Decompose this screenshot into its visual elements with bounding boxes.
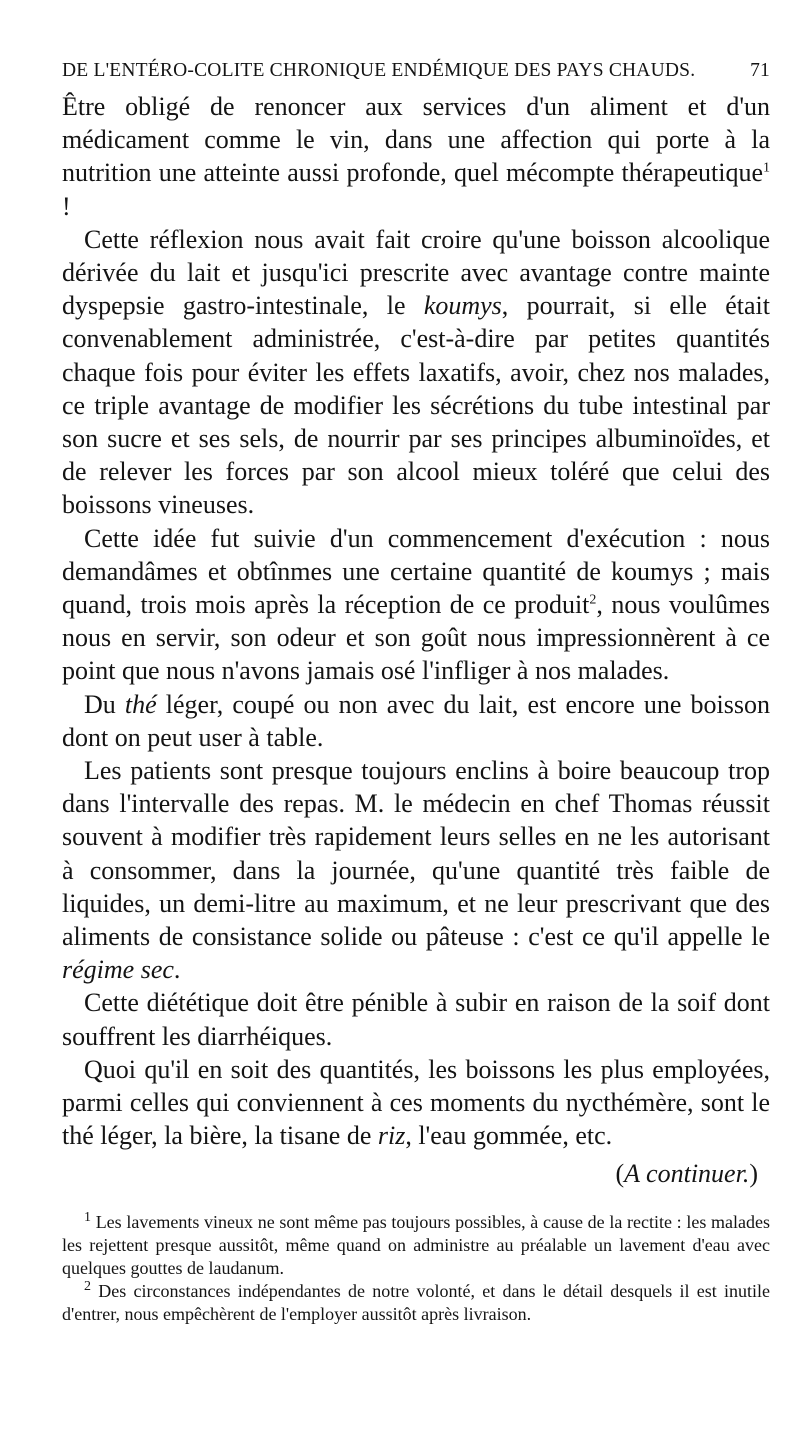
footnote: $^2$ Des circonstances indépendantes de notre volonté, et dans le détail desquels il est inutile d'entrer, nous empêchèrent de l'employer aussitôt après livraison. (62, 1278, 770, 1324)
paragraph: Les patients sont presque toujours enclins à boire beaucoup trop dans l'intervalle des repas. M. le médecin en chef Thomas réussit souvent à modifier très rapidement leurs selles en ne les autorisant à consommer, dans la journée, qu'une quantité très faible de liquides, un demi-litre au maximum, et ne leur prescrivant que des aliments de consistance solide ou pâteuse : c'est ce qu'il appelle le régime sec. (62, 756, 770, 985)
footnote-ref: 2 (589, 592, 597, 608)
italic-term: régime sec (62, 955, 174, 985)
paragraph: Cette diététique doit être pénible à subir en raison de la soif dont souffrent les diarrhéiques. (62, 988, 770, 1051)
italic-term: riz (377, 1121, 406, 1151)
footnotes (62, 1211, 770, 1326)
paragraph: Cette idée fut suivie d'un commencement d'exécution : nous demandâmes et obtînmes une certaine quantité de koumys ; mais quand, trois mois après la réception de ce produit$^2$, nous voulûmes nous en servir, son odeur et son goût nous impressionnèrent à ce point que nous n'avons jamais osé l'infliger à nos malades. (62, 523, 770, 686)
page-number: 71 (750, 60, 770, 81)
paragraph: Quoi qu'il en soit des quantités, les boissons les plus employées, parmi celles qui conviennent à ces moments du nycthémère, sont le thé léger, la bière, la tisane de riz, l'eau gommée, etc. (62, 1054, 770, 1151)
footnote-ref: 1 (763, 160, 770, 176)
footnote-marker: 1 (84, 1209, 91, 1225)
footnote: $^1$ Les lavements vineux ne sont même pas toujours possibles, à cause de la rectite : les malades les rejettent presque aussitôt, même quand on administre au préalable un lavement d'eau avec quelques gouttes de laudanum. (62, 1209, 770, 1278)
running-header (62, 58, 770, 84)
paragraph: Cette réflexion nous avait fait croire qu'une boisson alcoolique dérivée du lait et jusqu'ici prescrite avec avantage contre mainte dyspepsie gastro-intestinale, le koumys, pourrait, si elle était convenablement administrée, c'est-à-dire par petites quantités chaque fois pour éviter les effets laxatifs, avoir, chez nos malades, ce triple avantage de modifier les sécrétions du tube intestinal par son sucre et ses sels, de nourrir par ses principes albuminoïdes, et de relever les forces par son alcool mieux toléré que celui des boissons vineuses. (62, 224, 770, 520)
paragraph: Du thé léger, coupé ou non avec du lait, est encore une boisson dont on peut user à table. (62, 689, 770, 752)
book-page (62, 58, 770, 1326)
italic-term: thé (124, 689, 157, 719)
footnote-marker: 2 (84, 1278, 91, 1294)
to-be-continued: (A continuer.) (615, 1158, 758, 1188)
running-title: DE L'ENTÉRO-COLITE CHRONIQUE ENDÉMIQUE DES PAYS CHAUDS. (62, 60, 696, 81)
paragraph: Être obligé de renoncer aux services d'un aliment et d'un médicament comme le vin, dans une affection qui porte à la nutrition une atteinte aussi profonde, quel mécompte thérapeutique$^1$ ! (62, 92, 770, 221)
body-text (62, 90, 770, 1153)
italic-term: koumys (423, 291, 502, 321)
